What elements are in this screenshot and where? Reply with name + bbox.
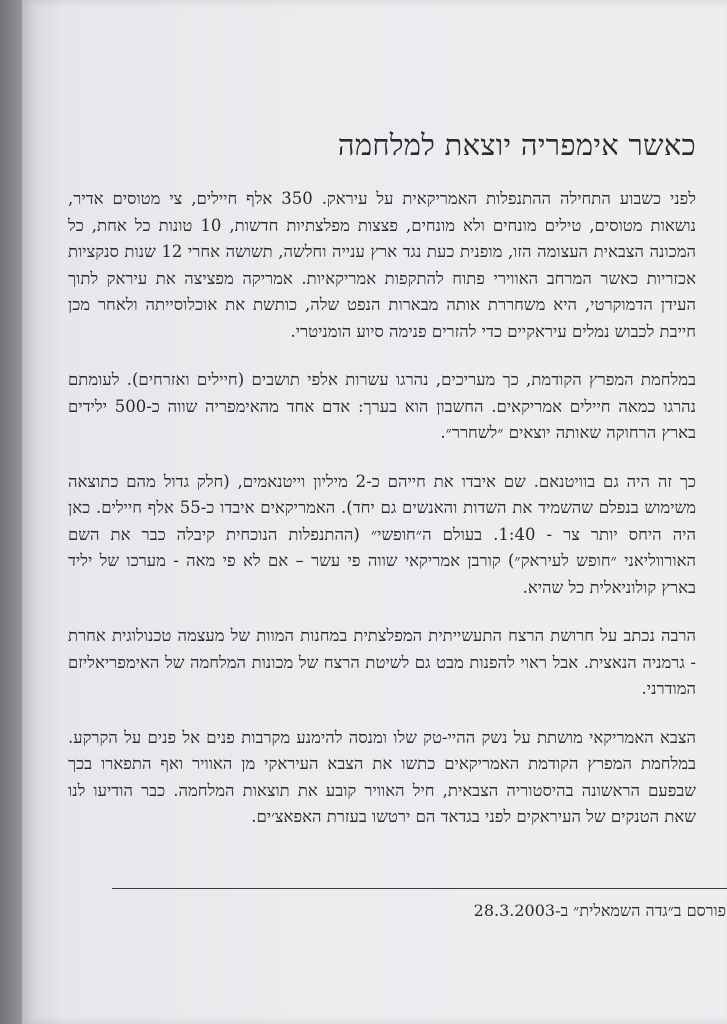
footer-divider [112, 888, 727, 889]
article-paragraphs [68, 186, 696, 853]
paragraph-3: כך זה היה גם בוויטנאם. שם איבדו את חייהם כ-2 מיליון וייטנאמים, (חלק גדול מהם כתוצאה משימוש בנפלם שהשמיד את השדות והאנשים גם יחד). האמריקאים איבדו כ-55 אלף חיילים. כאן היה היחס יותר צר - 1:40. בעולם ה״חופשי״ (ההתנפלות הנוכחית קיבלה כבר את השם האורווליאני ״חופש לעיראק״) קורבן אמריקאי שווה פי עשר – אם לא פי מאה - מערכו של יליד בארץ קולוניאלית כל שהיא. [68, 471, 697, 597]
paragraph-4: הרבה נכתב על חרושת הרצח התעשייתית המפלצתית במחנות המוות של מעצמה טכנולוגית אחרת - גרמניה הנאצית. אבל ראוי להפנות מבט גם לשיטת הרצח של מכונות המלחמה של האימפריאליזם המודרני. [68, 626, 696, 698]
publication-note: פורסם ב״גדה השמאלית״ ב-28.3.2003 [473, 901, 726, 920]
paragraph-5: הצבא האמריקאי מושתת על נשק ההיי-טק שלו ומנסה להימנע מקרבות פנים אל פנים על הקרקע. במלחמת המפרץ הקודמת האמריקאים כתשו את הצבא העיראקי מן האוויר ואף התפארו בכך שבפעם הראשונה בהיסטוריה הצבאית, חיל האוויר קובע את תוצאות המלחמה. כבר הודיעו לנו שאת הטנקים של העיראקים לפני בגדאד הם ירטשו בעזרת האפאצ׳ים. [68, 727, 696, 826]
book-page [22, 0, 727, 1024]
paragraph-2: במלחמת המפרץ הקודמת, כך מעריכים, נהרגו עשרות אלפי תושבים (חיילים ואזרחים). לעומתם נהרגו כמאה חיילים אמריקאים. החשבון הוא בערך: אדם אחד מהאימפריה שווה כ-500 ילידים בארץ הרחוקה שאותה יוצאים ״לשחרר״. [68, 370, 696, 442]
article-title: כאשר אימפריה יוצאת למלחמה [337, 128, 696, 162]
paragraph-1: לפני כשבוע התחילה ההתנפלות האמריקאית על עיראק. 350 אלף חיילים, צי מטוסים אדיר, נושאות מטוסים, טילים מונחים ולא מונחים, פצצות מפלצתיות חדשות, 10 טונות כל אחת, כל המכונה הצבאית העצומה הזו, מופנית כעת נגד ארץ ענייה וחלשה, תשושה אחרי 12 שנות סנקציות אכזריות כאשר המרחב האווירי פתוח להתקפות אמריקאיות. אמריקה מפציצה את עיראק לתוך העידן הדמוקרטי, היא משחררת אותה מבארות הנפט שלה, כותשת את אוכלוסייתה ולאחר מכן חייבת לכבוש נמלים עיראקיים כדי להזרים פנימה סיוע הומניטרי. [68, 189, 696, 341]
